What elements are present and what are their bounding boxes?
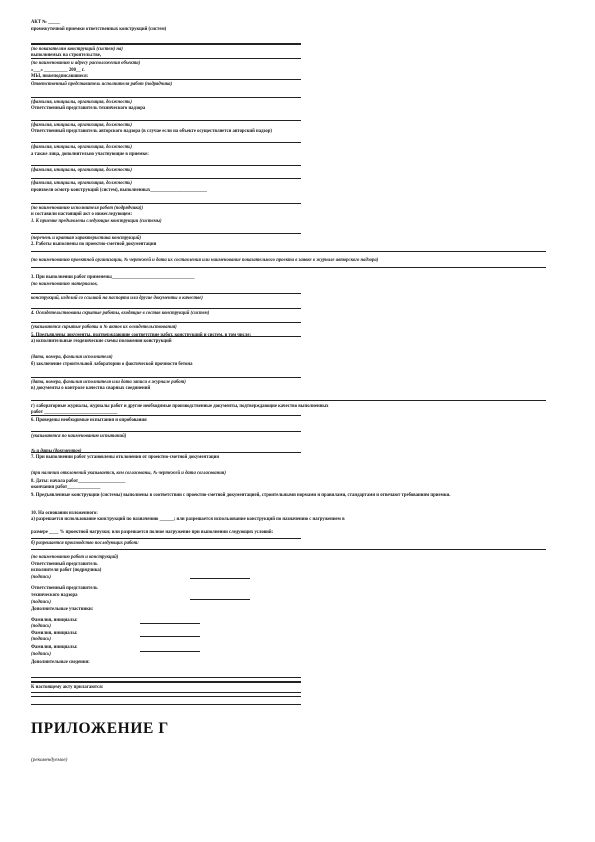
form-line: Ответственный представитель технического надзора — [31, 106, 146, 111]
form-line: выполняемых на строительстве, — [31, 53, 102, 58]
form-line: Дополнительные участники: — [31, 607, 94, 612]
form-line: Фамилия, инициалы: — [31, 618, 78, 623]
form-line: и составили настоящий акт о нижеследующем: — [31, 212, 133, 217]
appendix-note: (рекомендуемое) — [31, 757, 68, 763]
form-rule — [31, 452, 301, 453]
form-rule — [31, 165, 301, 166]
form-line: конструкций, изделий со ссылкой на паспорта или другие документы о качестве) — [31, 296, 203, 301]
form-line: (подпись) — [31, 575, 51, 580]
form-line: а) исполнительные геодезические схемы положения конструкций — [31, 339, 172, 344]
form-rule — [31, 681, 301, 682]
form-rule — [31, 336, 301, 337]
form-rule — [31, 58, 301, 59]
form-line: 8. Даты: начала работ____________________ — [31, 479, 126, 484]
form-line: (по наименованию материалов, — [31, 282, 98, 287]
form-line: 5. Предъявлены документы, подтверждающие соответствие работ, конструкций и систем, в том числе: — [31, 333, 252, 338]
form-rule — [31, 233, 301, 234]
form-line: (подпись) — [31, 600, 51, 605]
form-line: Дополнительные сведения: — [31, 660, 90, 665]
form-line: Ответственный представитель — [31, 586, 98, 591]
form-line: 1. К приемке предъявлены следующие конструкции (системы) — [31, 219, 162, 224]
form-line: а) разрешается использование конструкций по назначению ______; или разрешается использование конструкций по назначению с нагружением в — [31, 517, 345, 522]
form-rule — [31, 44, 301, 45]
form-line: б) заключение строительной лаборатории о фактической прочности бетона — [31, 362, 193, 367]
form-line: Ответственный представитель исполнителя работ (подрядчика) — [31, 82, 173, 87]
form-line: 6. Проведены необходимые испытания и опробования — [31, 418, 147, 423]
form-line: (дата, номера, фамилия исполнителя) — [31, 355, 113, 360]
form-line: работ _______________________________ — [31, 410, 118, 415]
form-line: (фамилия, инициалы, организация, должность) — [31, 145, 132, 150]
form-line: 3. При выполнении работ применены___________________________________ — [31, 275, 195, 280]
form-rule — [31, 677, 301, 678]
form-line: (подпись) — [31, 624, 51, 629]
form-line: 2. Работы выполнены по проектно-сметной документации — [31, 242, 157, 247]
form-line: окончания работ______________ — [31, 485, 101, 490]
form-line: 7. При выполнении работ установлены отклонения от проектно-сметной документации — [31, 455, 220, 460]
form-rule — [31, 538, 301, 539]
form-line: б) разрешается производство последующих работ: — [31, 541, 139, 546]
form-line: (фамилия, инициалы, организация, должность) — [31, 181, 132, 186]
form-line: (фамилия, инициалы, организация, должность) — [31, 100, 132, 105]
signature-line — [140, 651, 200, 652]
form-line: (дата, номера, фамилия исполнителя или дата записи в журнале работ) — [31, 380, 186, 385]
form-rule — [31, 97, 301, 98]
form-rule — [31, 322, 301, 323]
form-rule — [31, 267, 546, 268]
form-line: (по наименованию работ и конструкций) — [31, 555, 119, 560]
form-line: технического надзора — [31, 593, 78, 598]
form-line: Ответственный представитель — [31, 562, 98, 567]
form-rule — [31, 696, 301, 697]
form-line: (фамилия, инициалы, организация, должность) — [31, 123, 132, 128]
form-line: размере ____ % проектной нагрузки; или разрешается полное нагружение при выполнении следующих условий: — [31, 530, 274, 535]
form-line: (подпись) — [31, 652, 51, 657]
form-line: исполнителя работ (подрядчика) — [31, 568, 102, 573]
form-rule — [31, 120, 301, 121]
form-line: 9. Предъявленные конструкции (системы) выполнены в соответствии с проектно-сметной документацией, строительными нормами и правилами, стандартами и отвечают требованиям приемки. — [31, 493, 451, 498]
act-title: АКТ № _____ — [31, 20, 60, 25]
form-line: (по показателям конструкций (систем) на) — [31, 47, 123, 52]
form-rule — [31, 400, 546, 401]
form-line: (по наименованию проектной организации, № чертежей и дата их составления или наименование показательного проекта в заявке в журнале авторского надзора) — [31, 258, 379, 263]
appendix-heading: ПРИЛОЖЕНИЕ Г — [31, 720, 169, 737]
form-rule — [31, 142, 301, 143]
form-rule — [31, 415, 301, 416]
form-rule — [31, 79, 301, 80]
form-line: (указываются скрытые работы и № актов их освидетельствования) — [31, 325, 177, 330]
form-line: (по наименованию и адресу расположения объекта) — [31, 61, 141, 66]
form-line: № и даты (документов) — [31, 449, 82, 454]
form-line: (фамилия, инициалы, организация, должность) — [31, 168, 132, 173]
act-subtitle: промежуточной приемки ответственных конструкций (систем) — [31, 27, 167, 32]
form-line: МЫ, нижеподписавшиеся: — [31, 74, 89, 79]
form-rule — [31, 377, 301, 378]
form-line: «___» __________ 200__ г. — [31, 68, 85, 73]
form-rule — [31, 549, 546, 550]
form-line: (при наличии отклонений указывается, кем согласованы, № чертежей и дата согласования) — [31, 471, 226, 476]
form-line: Фамилия, инициалы: — [31, 631, 78, 636]
form-line: Ответственный представитель авторского надзора (в случае если на объекте осуществляется авторский надзор) — [31, 129, 272, 134]
form-rule — [31, 251, 546, 252]
form-line: (указываются по наименованию испытаний) — [31, 434, 127, 439]
form-rule — [31, 203, 301, 204]
signature-line — [140, 636, 200, 637]
form-rule — [31, 178, 301, 179]
signature-line — [190, 599, 250, 600]
form-rule — [31, 431, 301, 432]
form-rule — [31, 682, 301, 683]
form-line: 4. Освидетельствованы скрытые работы, входящие в состав конструкций (систем) — [31, 311, 210, 316]
form-rule — [31, 704, 301, 705]
form-line: в) документы о контроле качества сварных соединений — [31, 386, 151, 391]
form-line: (по наименованию исполнителя работ (подрядчика)) — [31, 206, 144, 211]
signature-line — [140, 623, 200, 624]
form-line: (подпись) — [31, 637, 51, 642]
form-line: 10. На основании изложенного: — [31, 511, 98, 516]
form-rule — [31, 293, 301, 294]
form-line: а также лица, дополнительно участвующие в приемке: — [31, 152, 149, 157]
form-line: произвели осмотр конструкций (систем), выполненных________________________ — [31, 188, 207, 193]
form-line: К настоящему акту прилагаются: — [31, 685, 104, 690]
form-line: Фамилия, инициалы: — [31, 645, 78, 650]
form-line: (перечень и краткая характеристика конструкций) — [31, 236, 142, 241]
form-rule — [31, 308, 301, 309]
form-rule — [31, 692, 301, 693]
signature-line — [190, 578, 250, 579]
form-line: г) лабораторные журналы, журналы работ и другие необходимые производственные документы, подтверждающие качество выполненных — [31, 404, 329, 409]
